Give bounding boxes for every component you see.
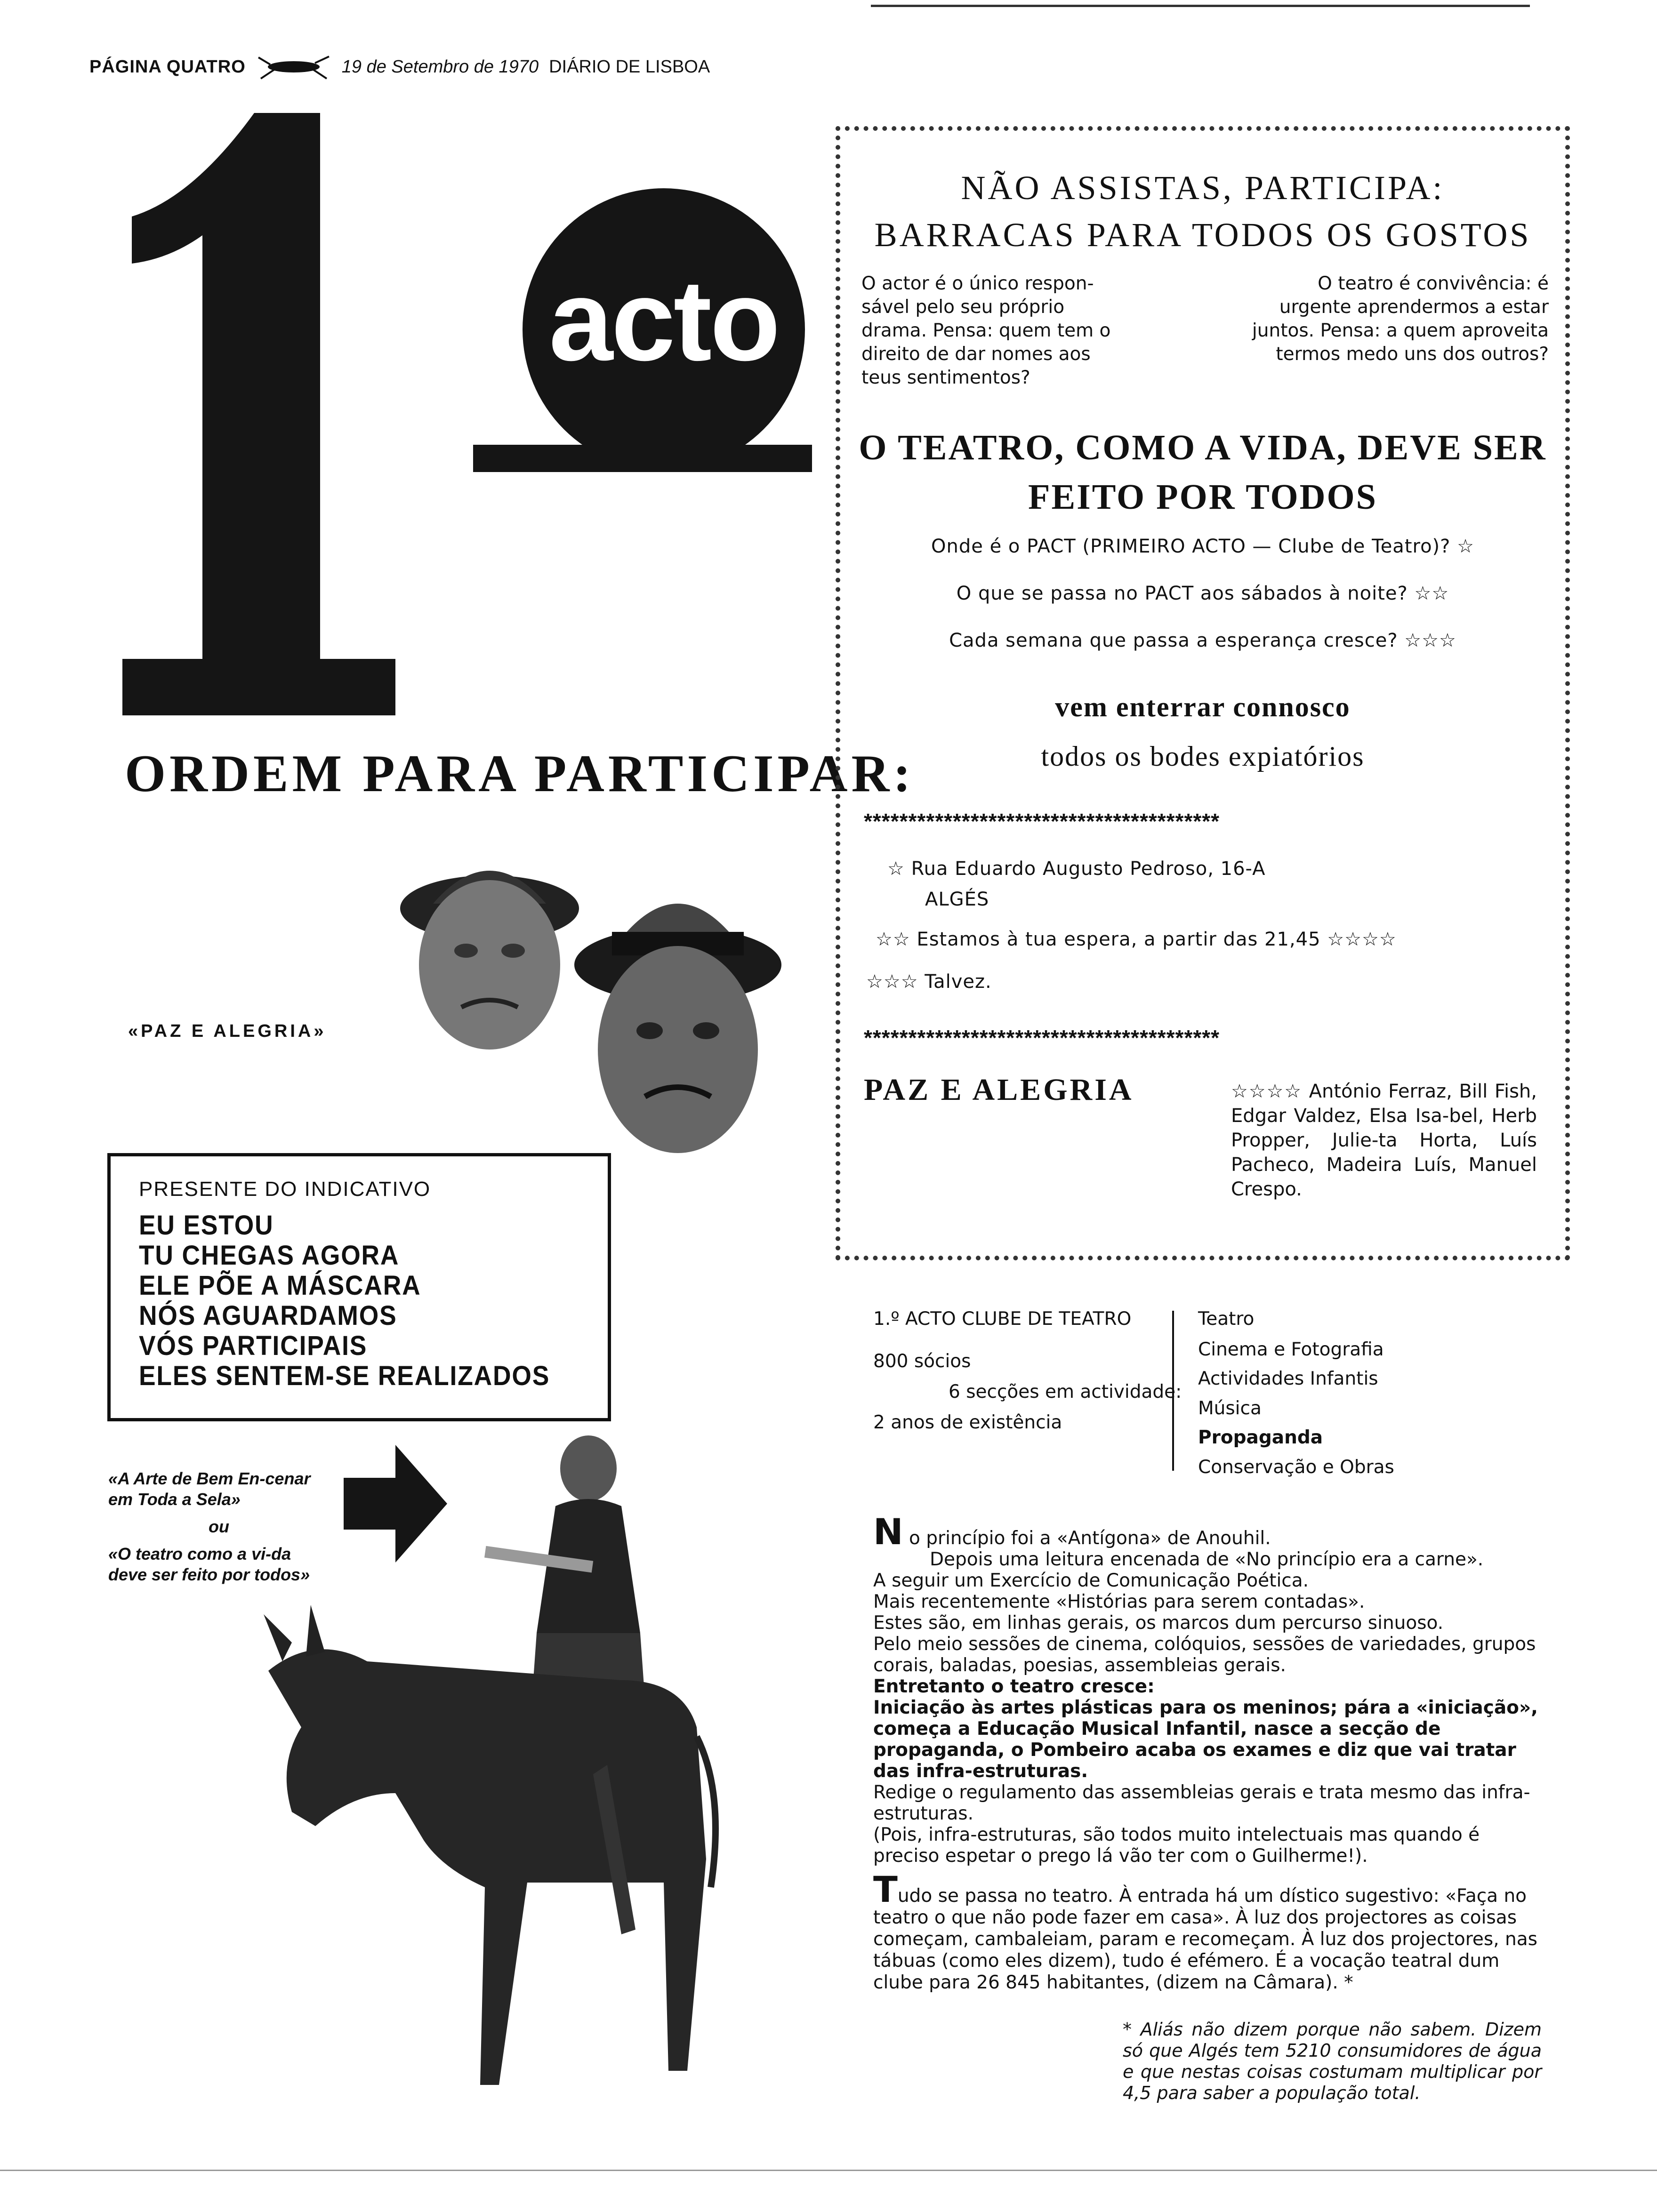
section-item: Cinema e Fotografia [1198, 1339, 1384, 1360]
stars-divider: **************************************** [864, 1026, 1220, 1050]
order-title: ORDEM PARA PARTICIPAR: [125, 745, 915, 803]
presente-line: ELE PÕE A MÁSCARA [139, 1270, 421, 1301]
page-label: PÁGINA QUATRO [89, 56, 246, 77]
address-line: ☆ Rua Eduardo Augusto Pedroso, 16-A [887, 858, 1266, 880]
section-item: Música [1198, 1398, 1262, 1419]
article-paragraph-2 [873, 1868, 1542, 1994]
stars-divider: **************************************** [864, 809, 1220, 834]
club-sections: 6 secções em actividade: [949, 1381, 1182, 1403]
drop-cap: T [873, 1868, 898, 1910]
article-paragraph-1 [873, 1511, 1542, 1867]
article-line: Iniciação às artes plásticas para os meninos; pára a «iniciação», começa a Educação Musical Infantil, nasce a secção de propaganda, o Pombeiro acaba os exames e diz que vai tratar das infra-estruturas. [873, 1697, 1538, 1782]
time-line: ☆☆ Estamos à tua espera, a partir das 21,45 ☆☆☆☆ [876, 929, 1397, 950]
section-item: Teatro [1198, 1308, 1255, 1330]
question-2: O que se passa no PACT aos sábados à noite? ☆☆ [956, 583, 1449, 604]
footnote [1123, 2019, 1542, 2104]
paz-alegria-title: PAZ E ALEGRIA [864, 1073, 1134, 1107]
article-text: udo se passa no teatro. À entrada há um dístico sugestivo: «Faça no teatro o que não pode fazer em casa». À luz dos projectores as coisas começam, cambaleiam, param e recomeçam. À luz dos projectores, nas tábuas (como eles dizem), tudo é efémero. É a vocação teatral dum clube para 26 845 habitantes, (dizem na Câmara). * [873, 1885, 1537, 1993]
arte-or: ou [209, 1517, 229, 1536]
page-bottom-rule [0, 2170, 1657, 2171]
presente-lines [139, 1210, 586, 1391]
presente-line: ELES SENTEM-SE REALIZADOS [139, 1361, 550, 1391]
headline-line-1: O TEATRO, COMO A VIDA, DEVE SER [859, 428, 1547, 467]
box-title-1: NÃO ASSISTAS, PARTICIPA: [961, 169, 1445, 207]
heads-photo [348, 828, 828, 1158]
big-one-numeral [113, 108, 414, 720]
article-line: Mais recentemente «Histórias para serem contadas». [873, 1591, 1365, 1612]
man-on-donkey-photo [198, 1435, 838, 2127]
article-line: Redige o regulamento das assembleias gerais e trata mesmo das infra-estruturas. [873, 1782, 1530, 1824]
arte-line-2: «O teatro como a vi-da deve ser feito por todos» [108, 1544, 310, 1584]
address-town: ALGÉS [925, 889, 989, 910]
presente-line: NÓS AGUARDAMOS [139, 1300, 397, 1331]
issue-date: 19 de Setembro de 1970 [341, 56, 539, 77]
vem-line-1: vem enterrar connosco [1055, 691, 1351, 722]
headline-line-2: FEITO POR TODOS [1028, 477, 1377, 517]
article-line: Estes são, em linhas gerais, os marcos dum percurso sinuoso. [873, 1612, 1444, 1634]
section-item: Propaganda [1198, 1427, 1323, 1448]
cast-names: ☆☆☆☆ António Ferraz, Bill Fish, Edgar Valdez, Elsa Isa-bel, Herb Propper, Julie-ta Horta, Luís Pacheco, Madeira Luís, Manuel Crespo. [1231, 1081, 1537, 1200]
article-line: A seguir um Exercício de Comunicação Poética. [873, 1570, 1309, 1591]
article-line: Depois uma leitura encenada de «No princípio era a carne». [930, 1549, 1484, 1570]
heads-caption: «PAZ E ALEGRIA» [128, 1021, 327, 1041]
presente-line: VÓS PARTICIPAIS [139, 1330, 368, 1361]
vem-line-2: todos os bodes expiatórios [1041, 741, 1365, 772]
talvez-line: ☆☆☆ Talvez. [866, 971, 992, 993]
presente-title: PRESENTE DO INDICATIVO [139, 1178, 431, 1201]
mosquito-logo-icon [256, 53, 331, 81]
presente-line: EU ESTOU [139, 1210, 274, 1241]
actor-paragraph: O actor é o único respon-sável pelo seu próprio drama. Pensa: quem tem o direito de dar nomes aos teus sentimentos? [861, 273, 1111, 388]
section-item: Actividades Infantis [1198, 1368, 1378, 1389]
article-line: Entretanto o teatro cresce: [873, 1676, 1155, 1697]
box-title-2: BARRACAS PARA TODOS OS GOSTOS [874, 216, 1531, 254]
article-line: Pelo meio sessões de cinema, colóquios, sessões de variedades, grupos corais, baladas, poesias, assembleias gerais. [873, 1634, 1536, 1676]
sections-bracket [1172, 1311, 1188, 1471]
question-1: Onde é o PACT (PRIMEIRO ACTO — Clube de Teatro)? ☆ [931, 536, 1474, 557]
question-3: Cada semana que passa a esperança cresce? ☆☆☆ [949, 630, 1456, 651]
announcement-box [836, 126, 1570, 1260]
club-years: 2 anos de existência [873, 1412, 1062, 1433]
footnote-text: * Aliás não dizem porque não sabem. Dizem só que Algés tem 5210 consumidores de água e que nestas coisas costumam multiplicar por 4,5 para saber a população total. [1123, 2019, 1542, 2103]
article-line: (Pois, infra-estruturas, são todos muito intelectuais mas quando é preciso espetar o prego lá vão ter com o Guilherme!). [873, 1824, 1480, 1867]
arte-line-1: «A Arte de Bem En-cenar em Toda a Sela» [108, 1469, 311, 1509]
newspaper-name: DIÁRIO DE LISBOA [549, 56, 710, 77]
club-members: 800 sócios [873, 1351, 971, 1372]
convivencia-paragraph: O teatro é convivência: é urgente aprendermos a estar juntos. Pensa: a quem aproveita termos medo uns dos outros? [1252, 273, 1549, 365]
ordinal-underline [473, 445, 812, 472]
presente-line: TU CHEGAS AGORA [139, 1240, 400, 1271]
edge-line [871, 5, 1530, 7]
presente-box [107, 1153, 611, 1421]
drop-cap: N [873, 1511, 903, 1553]
acto-logo-circle [523, 188, 805, 471]
article-line: o princípio foi a «Antígona» de Anouhil. [909, 1528, 1271, 1549]
page-header [89, 53, 710, 81]
section-item: Conservação e Obras [1198, 1457, 1394, 1478]
club-name: 1.º ACTO CLUBE DE TEATRO [873, 1308, 1132, 1330]
acto-word: acto [549, 256, 779, 385]
